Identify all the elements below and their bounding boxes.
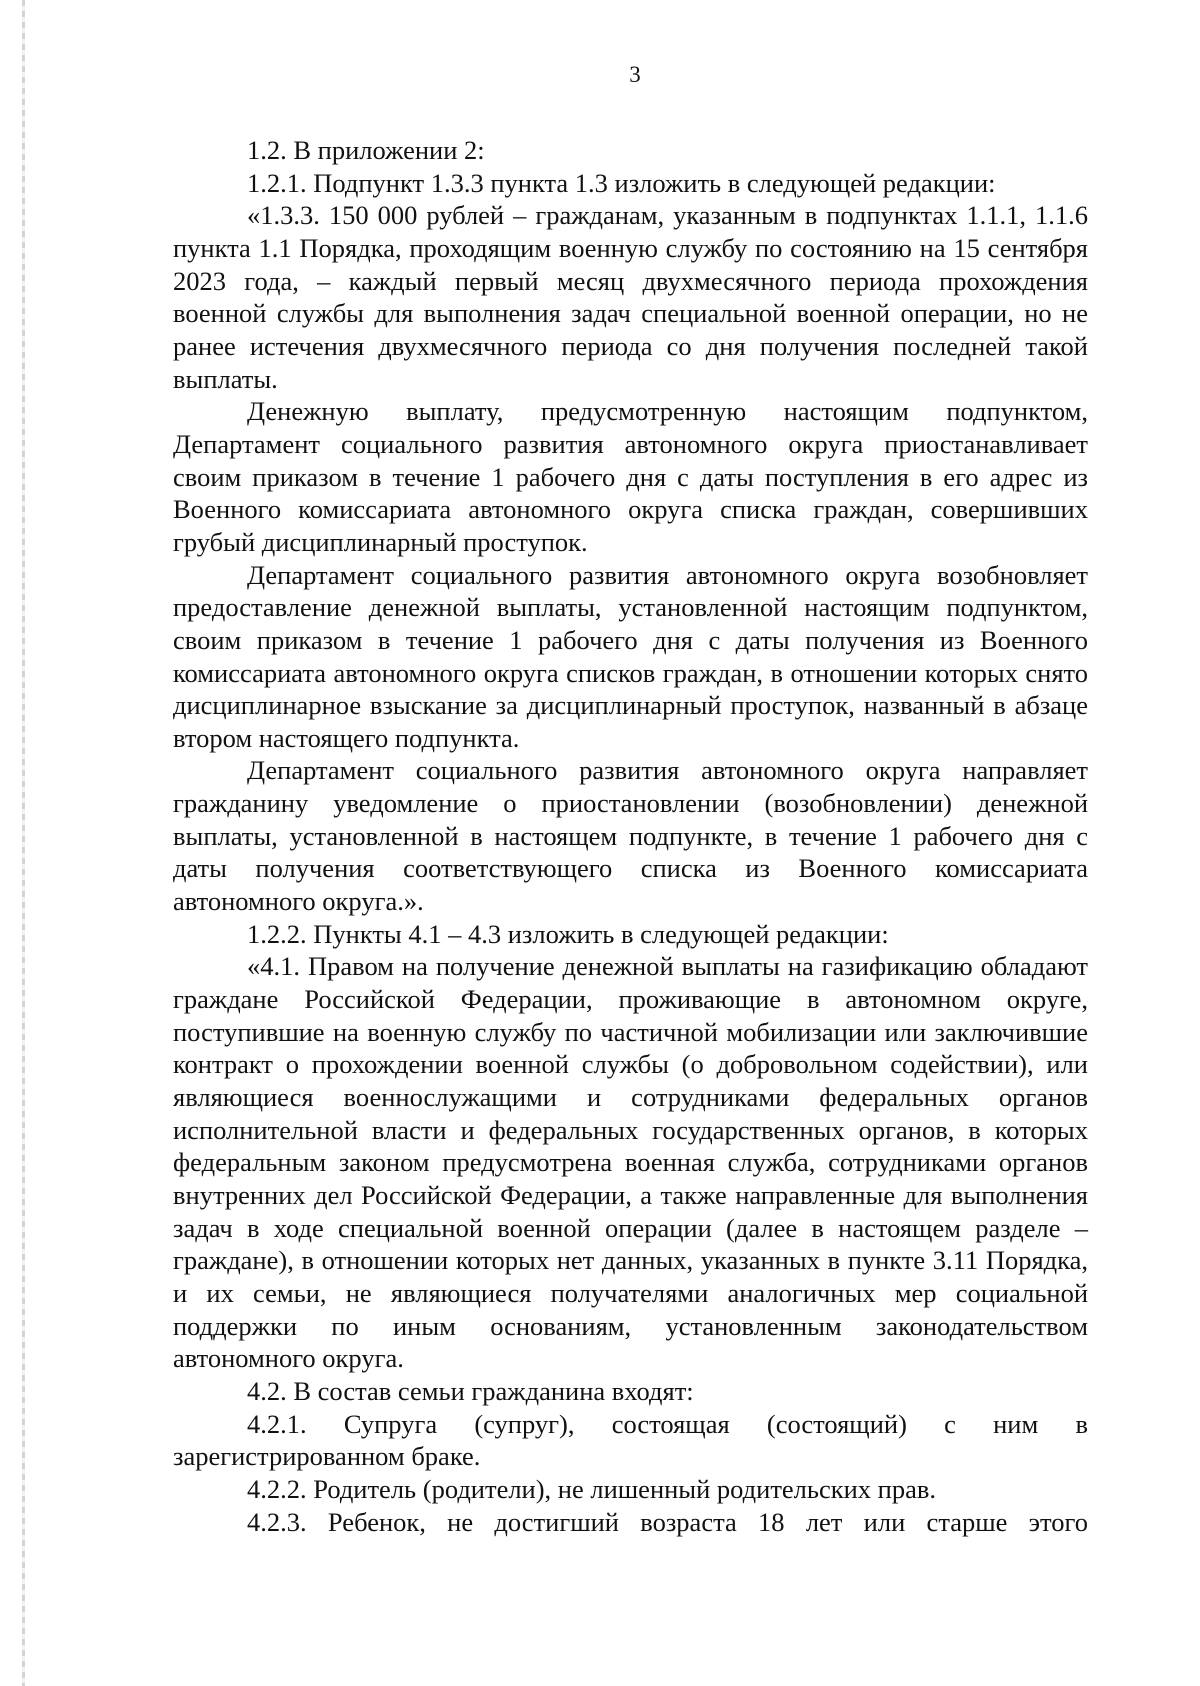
paragraph-4-2: 4.2. В состав семьи гражданина входят: xyxy=(247,1375,694,1406)
paragraph-1-3-3: «1.3.3. 150 000 рублей – гражданам, указанным в подпунктах 1.1.1, 1.1.6 пункта 1.1 Порядка, проходящим военную службу по состоянию на 15 сентября 2023 года, – каждый первый месяц двухмесячного периода прохождения военной службы для выполнения задач специальной военной операции, но не ранее истечения двухмесячного периода со дня получения последней такой выплаты. xyxy=(173,200,1088,394)
document-body xyxy=(173,134,1088,1538)
page-number: 3 xyxy=(629,62,641,87)
paragraph-resumption: Департамент социального развития автономного округа возобновляет предоставление денежной выплаты, установленной настоящим подпунктом, своим приказом в течение 1 рабочего дня с даты получения из Военного комиссариата автономного округа списков граждан, в отношении которых снято дисциплинарное взыскание за дисциплинарный проступок, названный в абзаце втором настоящего подпункта. xyxy=(173,559,1088,753)
paragraph-1-2-1: 1.2.1. Подпункт 1.3.3 пункта 1.3 изложить в следующей редакции: xyxy=(247,167,996,198)
paragraph-notification: Департамент социального развития автономного округа направляет гражданину уведомление о приостановлении (возобновлении) денежной выплаты, установленной в настоящем подпункте, в течение 1 рабочего дня с даты получения соответствующего списка из Военного комиссариата автономного округа.». xyxy=(173,755,1088,917)
paragraph-4-2-2: 4.2.2. Родитель (родители), не лишенный родительских прав. xyxy=(247,1473,936,1504)
scan-edge xyxy=(22,0,25,1686)
paragraph-1-2-2: 1.2.2. Пункты 4.1 – 4.3 изложить в следующей редакции: xyxy=(247,918,889,949)
paragraph-4-2-3: 4.2.3. Ребенок, не достигший возраста 18 лет или старше этого xyxy=(247,1506,1088,1537)
paragraph-4-2-1: 4.2.1. Супруга (супруг), состоящая (состоящий) с ним в зарегистрированном браке. xyxy=(173,1408,1088,1472)
paragraph-1-2: 1.2. В приложении 2: xyxy=(247,135,485,165)
paragraph-suspension: Денежную выплату, предусмотренную настоящим подпунктом, Департамент социального развития автономного округа приостанавливает своим приказом в течение 1 рабочего дня с даты поступления в его адрес из Военного комиссариата автономного округа списка граждан, совершивших грубый дисциплинарный проступок. xyxy=(173,396,1088,557)
paragraph-4-1: «4.1. Правом на получение денежной выплаты на газификацию обладают граждане Российской Федерации, проживающие в автономном округе, поступившие на военную службу по частичной мобилизации или заключившие контракт о прохождении военной службы (о добровольном содействии), или являющиеся военнослужащими и сотрудниками федеральных органов исполнительной власти и федеральных государственных органов, в которых федеральным законом предусмотрена военная служба, сотрудниками органов внутренних дел Российской Федерации, а также направленные для выполнения задач в ходе специальной военной операции (далее в настоящем разделе – граждане), в отношении которых нет данных, указанных в пункте 3.11 Порядка, и их семьи, не являющиеся получателями аналогичных мер социальной поддержки по иным основаниям, установленным законодательством автономного округа. xyxy=(173,951,1088,1374)
